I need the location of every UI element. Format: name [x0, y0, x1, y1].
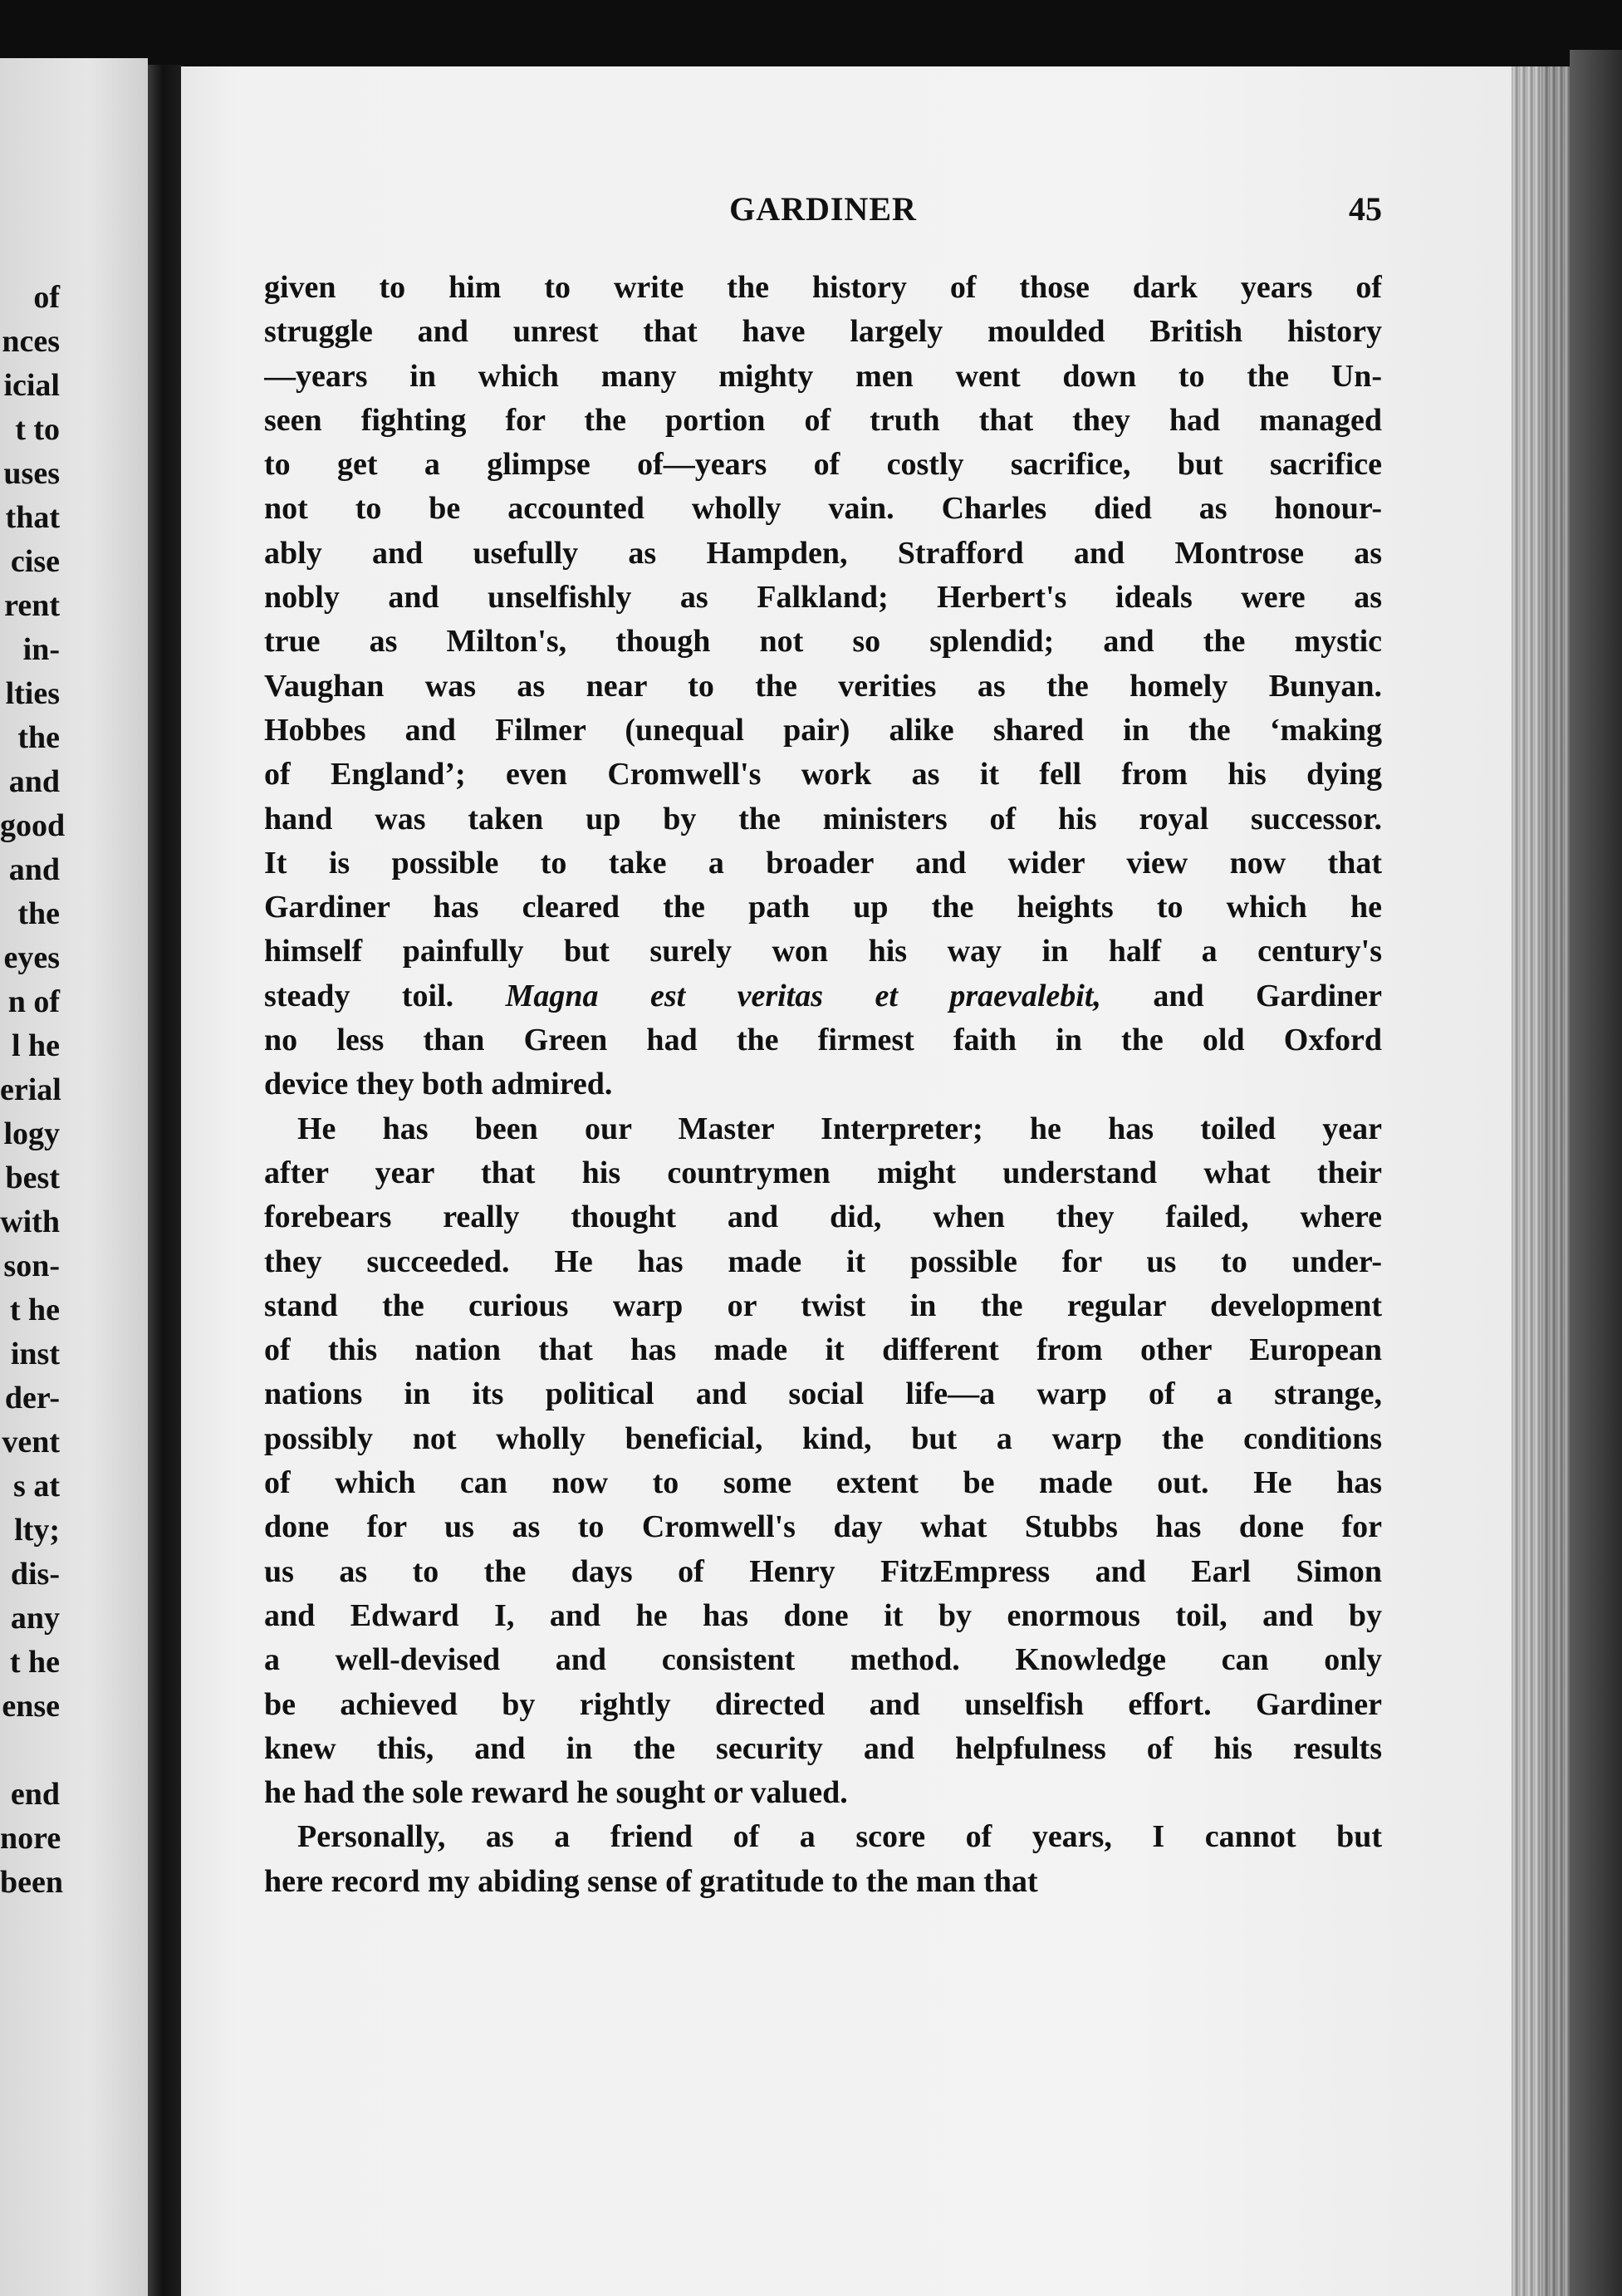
text-line: knew this, and in the security and helpfulness of his results [264, 1730, 1382, 1766]
text-line: himself painfully but surely won his way in half a century's [264, 934, 1382, 969]
text-line: us as to the days of Henry FitzEmpress and Earl Simon [264, 1553, 1382, 1589]
left-page-fragment: nore [0, 1821, 61, 1856]
left-page-fragment: t to [15, 412, 60, 447]
left-page-fragment: dis- [10, 1557, 60, 1592]
text-line: stand the curious warp or twist in the regular development [264, 1288, 1382, 1323]
body-text [264, 266, 1382, 1904]
text-line-start: steady toil. [264, 978, 454, 1013]
page-stack-edge [1512, 66, 1570, 2296]
text-line: of which can now to some extent be made out. He has [264, 1465, 1382, 1501]
left-page-fragment: inst [10, 1337, 60, 1371]
paragraph [264, 1815, 1382, 1904]
text-line: true as Milton's, though not so splendid; and the mystic [264, 624, 1382, 660]
left-page-fragment: icial [3, 368, 60, 403]
left-page-fragment: been [0, 1865, 63, 1900]
text-line: ably and usefully as Hampden, Strafford and Montrose as [264, 535, 1382, 571]
text-line: not to be accounted wholly vain. Charles died as honour- [264, 491, 1382, 527]
left-page-fragment: vent [2, 1425, 60, 1460]
left-page-fragment: any [10, 1601, 60, 1636]
text-line: possibly not wholly beneficial, kind, but a warp the conditions [264, 1420, 1382, 1456]
text-line: It is possible to take a broader and wider view now that [264, 845, 1382, 881]
left-page-fragment: lties [5, 676, 60, 711]
text-line: they succeeded. He has made it possible for us to under- [264, 1244, 1382, 1279]
book-cover-edge [1570, 50, 1622, 2296]
text-line: seen fighting for the portion of truth that they had managed [264, 402, 1382, 438]
paragraph [264, 266, 1382, 1107]
text-line: Hobbes and Filmer (unequal pair) alike shared in the ‘making [264, 712, 1382, 748]
left-page-fragment: s at [13, 1469, 60, 1504]
left-page-fragment: l he [11, 1028, 60, 1063]
text-line: no less than Green had the firmest faith in the old Oxford [264, 1023, 1382, 1058]
left-page-fragment: with [0, 1204, 60, 1239]
text-line: Vaughan was as near to the verities as the homely Bunyan. [264, 668, 1382, 704]
left-page-fragment: nces [2, 324, 60, 359]
page-header [264, 189, 1382, 239]
text-line: be achieved by rightly directed and unselfish effort. Gardiner [264, 1686, 1382, 1722]
left-page-fragment: in- [22, 632, 60, 667]
text-line: and Edward I, and he has done it by enormous toil, and by [264, 1597, 1382, 1633]
text-line: struggle and unrest that have largely moulded British history [264, 314, 1382, 350]
text-line: hand was taken up by the ministers of his royal successor. [264, 801, 1382, 836]
text-line: done for us as to Cromwell's day what Stubbs has done for [264, 1509, 1382, 1545]
left-page-fragment: der- [4, 1381, 60, 1415]
left-page-fragment: t he [9, 1645, 60, 1680]
left-page-fragment: that [5, 500, 60, 535]
left-page-fragment: uses [3, 456, 60, 491]
left-page-fragment: ense [2, 1689, 60, 1724]
left-page-fragment: best [5, 1160, 60, 1195]
left-page-edge [0, 58, 148, 2296]
text-line: device they both admired. [264, 1067, 613, 1102]
left-page-fragment: logy [3, 1116, 60, 1151]
right-page [181, 66, 1541, 2296]
text-line-end: and Gardiner [1100, 978, 1382, 1013]
text-line: Personally, as a friend of a score of years, I cannot but [297, 1819, 1382, 1855]
text-line: nobly and unselfishly as Falkland; Herbert's ideals were as [264, 580, 1382, 616]
text-line: given to him to write the history of those dark years of [264, 270, 1382, 305]
text-line: —years in which many mighty men went down to the Un- [264, 358, 1382, 394]
left-page-fragment: and [8, 764, 60, 799]
text-line: of this nation that has made it different from other European [264, 1332, 1382, 1368]
left-page-fragment: the [17, 720, 60, 755]
paragraph [264, 1107, 1382, 1816]
left-page-fragment: rent [4, 588, 60, 623]
left-page-fragment: end [10, 1777, 60, 1812]
left-page-fragment: son- [3, 1249, 60, 1283]
left-page-fragment [0, 1729, 60, 1773]
text-line: forebears really thought and did, when they failed, where [264, 1200, 1382, 1235]
text-line [264, 974, 1382, 1018]
text-line: of England’; even Cromwell's work as it fell from his dying [264, 757, 1382, 792]
left-page-fragment: the [17, 896, 60, 931]
left-page-fragment: cise [10, 544, 60, 579]
left-page-fragment: erial [0, 1072, 61, 1107]
page-number: 45 [1349, 190, 1382, 228]
left-page-fragment: good [0, 808, 66, 843]
text-line: he had the sole reward he sought or valued. [264, 1775, 848, 1811]
left-page-fragment: n of [7, 984, 60, 1019]
text-line: He has been our Master Interpreter; he has toiled year [297, 1111, 1382, 1146]
left-page-fragment: t he [9, 1293, 60, 1327]
left-page-fragment: of [33, 280, 60, 315]
left-page-fragment: lty; [14, 1513, 60, 1548]
left-page-text-fragments [0, 276, 66, 1905]
running-head: GARDINER [729, 190, 917, 228]
text-line: to get a glimpse of—years of costly sacrifice, but sacrifice [264, 447, 1382, 483]
text-line: a well-devised and consistent method. Knowledge can only [264, 1642, 1382, 1678]
left-page-fragment: eyes [3, 940, 60, 975]
text-line: Gardiner has cleared the path up the heights to which he [264, 890, 1382, 925]
latin-motto: Magna est veritas et praevalebit, [505, 978, 1101, 1013]
left-page-fragment: and [8, 852, 60, 887]
text-line: nations in its political and social life—a warp of a strange, [264, 1376, 1382, 1412]
text-line: here record my abiding sense of gratitude to the man that [264, 1863, 1038, 1899]
book-gutter [148, 65, 181, 2296]
text-line: after year that his countrymen might understand what their [264, 1155, 1382, 1190]
